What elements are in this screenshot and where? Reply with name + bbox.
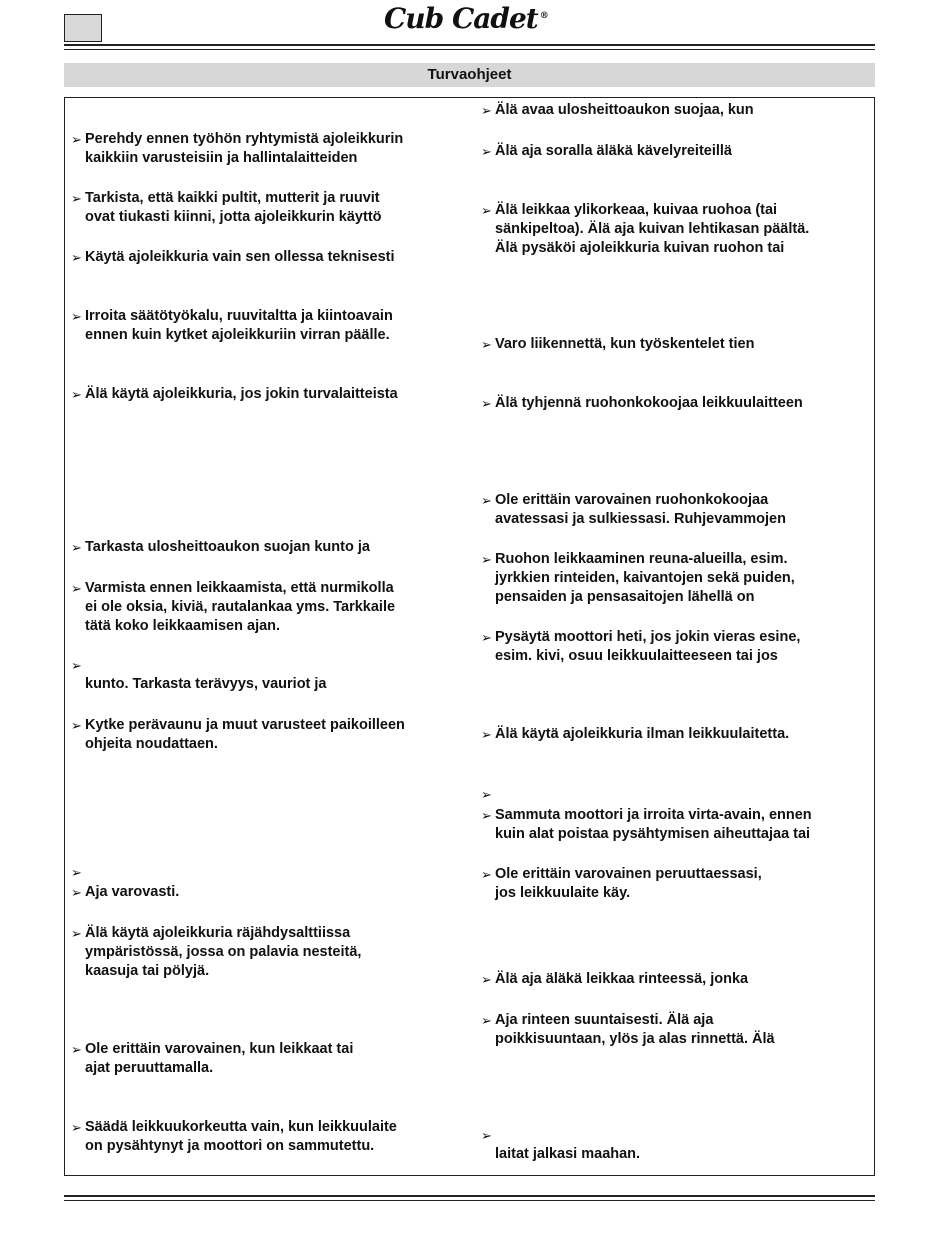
list-item	[71, 307, 393, 345]
list-item-text: Älä avaa ulosheittoaukon suojaa, kun	[495, 102, 754, 118]
bullet-arrow-icon: ➢	[71, 540, 82, 555]
list-item-text: Irroita säätötyökalu, ruuvitaltta ja kiintoavain ennen kuin kytket ajoleikkuriin virran päälle.	[85, 308, 393, 343]
list-item	[481, 394, 803, 413]
bullet-arrow-icon: ➢	[481, 552, 492, 567]
bullet-arrow-icon: ➢	[71, 250, 82, 265]
list-item-text: Älä aja äläkä leikkaa rinteessä, jonka	[495, 971, 749, 987]
list-item-text: Ole erittäin varovainen peruuttaessasi, jos leikkuulaite käy.	[495, 866, 762, 901]
list-item	[71, 656, 327, 694]
list-item	[481, 725, 789, 744]
list-item	[481, 628, 800, 666]
list-item-text: Perehdy ennen työhön ryhtymistä ajoleikkurin kaikkiin varusteisiin ja hallintalaitteiden	[85, 131, 404, 166]
list-item-text: Aja varovasti.	[85, 884, 180, 900]
bullet-arrow-icon: ➢	[481, 867, 492, 882]
bullet-arrow-icon: ➢	[71, 581, 82, 596]
list-item	[71, 716, 405, 754]
bullet-arrow-icon: ➢	[71, 718, 82, 733]
bullet-arrow-icon: ➢	[481, 337, 492, 352]
registered-mark: ®	[539, 10, 548, 21]
list-item-text: Älä aja soralla äläkä kävelyreiteillä	[495, 143, 732, 159]
list-item-text: laitat jalkasi maahan.	[495, 1146, 641, 1162]
list-item	[481, 142, 732, 161]
list-item	[71, 538, 370, 557]
brand-logo-text: Cub Cadet	[384, 2, 538, 35]
bullet-arrow-icon: ➢	[481, 396, 492, 411]
list-item	[71, 189, 382, 227]
list-item	[481, 1126, 640, 1164]
list-item	[71, 385, 398, 404]
list-item-text: Ruohon leikkaaminen reuna-alueilla, esim. jyrkkien rinteiden, kaivantojen sekä puiden, pensaiden ja pensasaitojen lähellä on	[495, 551, 795, 605]
list-item	[481, 491, 786, 529]
bullet-arrow-icon: ➢	[481, 630, 492, 645]
list-item	[481, 550, 795, 607]
bullet-arrow-icon: ➢	[71, 132, 82, 147]
bullet-arrow-icon: ➢	[481, 727, 492, 742]
list-item	[481, 865, 762, 903]
list-item	[71, 924, 361, 981]
footer-rule	[64, 1195, 875, 1197]
list-item-text: Varo liikennettä, kun työskentelet tien	[495, 336, 755, 352]
bullet-arrow-icon: ➢	[71, 658, 82, 673]
instructions-box	[64, 97, 875, 1176]
list-item	[481, 201, 809, 258]
bullet-arrow-icon: ➢	[71, 191, 82, 206]
header-rule-thin	[64, 49, 875, 50]
list-item	[71, 130, 403, 168]
list-item-text: Älä käytä ajoleikkuria ilman leikkuulaitetta.	[495, 726, 790, 742]
bullet-arrow-icon: ➢	[481, 1013, 492, 1028]
bullet-arrow-icon: ➢	[481, 1128, 492, 1143]
bullet-arrow-icon: ➢	[71, 1042, 82, 1057]
list-item-text: Sammuta moottori ja irroita virta-avain, ennen kuin alat poistaa pysähtymisen aiheuttajaa tai	[495, 807, 812, 842]
list-item	[481, 970, 748, 989]
list-item	[481, 335, 754, 354]
bullet-arrow-icon: ➢	[71, 387, 82, 402]
list-item-text: Säädä leikkuukorkeutta vain, kun leikkuulaite on pysähtynyt ja moottori on sammutettu.	[85, 1119, 397, 1154]
list-item-text: Tarkasta ulosheittoaukon suojan kunto ja	[85, 539, 370, 555]
footer-rule-thin	[64, 1200, 875, 1201]
bullet-arrow-icon: ➢	[481, 972, 492, 987]
list-item-text: Älä leikkaa ylikorkeaa, kuivaa ruohoa (tai sänkipeltoa). Älä aja kuivan lehtikasan päältä. Älä pysäköi ajoleikkuria kuivan ruohon tai	[495, 202, 810, 256]
list-item	[71, 248, 395, 267]
list-item-text: Pysäytä moottori heti, jos jokin vieras esine, esim. kivi, osuu leikkuulaitteeseen tai jos	[495, 629, 801, 664]
brand-logo	[384, 2, 548, 35]
header-rule	[64, 44, 875, 46]
bullet-arrow-icon: ➢	[71, 885, 82, 900]
bullet-arrow-icon: ➢	[481, 787, 492, 802]
list-item-text: Tarkista, että kaikki pultit, mutterit ja ruuvit ovat tiukasti kiinni, jotta ajoleikkurin käyttö	[85, 190, 382, 225]
list-item-text: Älä käytä ajoleikkuria räjähdysalttiissa ympäristössä, jossa on palavia nesteitä, kaasuja tai pölyjä.	[85, 925, 362, 979]
list-item-text: Käytä ajoleikkuria vain sen ollessa teknisesti	[85, 249, 395, 265]
section-title: Turvaohjeet	[64, 63, 875, 87]
bullet-arrow-icon: ➢	[71, 1120, 82, 1135]
list-item-text: Älä käytä ajoleikkuria, jos jokin turvalaitteista	[85, 386, 398, 402]
list-item	[481, 101, 754, 120]
bullet-arrow-icon: ➢	[481, 808, 492, 823]
bullet-arrow-icon: ➢	[481, 493, 492, 508]
list-item	[71, 1118, 397, 1156]
bullet-arrow-icon: ➢	[481, 103, 492, 118]
list-item-text: Aja rinteen suuntaisesti. Älä aja poikkisuuntaan, ylös ja alas rinnettä. Älä	[495, 1012, 775, 1047]
list-item-text: Ole erittäin varovainen ruohonkokoojaa avatessasi ja sulkiessasi. Ruhjevammojen	[495, 492, 786, 527]
bullet-arrow-icon: ➢	[481, 144, 492, 159]
list-item	[481, 1011, 775, 1049]
list-item	[71, 1040, 353, 1078]
list-item-text: Ole erittäin varovainen, kun leikkaat tai ajat peruuttamalla.	[85, 1041, 354, 1076]
list-item-text: Kytke perävaunu ja muut varusteet paikoilleen ohjeita noudattaen.	[85, 717, 405, 752]
list-item	[71, 883, 179, 902]
bullet-arrow-icon: ➢	[71, 865, 82, 880]
list-item-text: kunto. Tarkasta terävyys, vauriot ja	[85, 676, 327, 692]
bullet-arrow-icon: ➢	[481, 203, 492, 218]
list-item	[481, 806, 812, 844]
list-item-text: Varmista ennen leikkaamista, että nurmikolla ei ole oksia, kiviä, rautalankaa yms. Tarkkaile tätä koko leikkaamisen ajan.	[85, 580, 396, 634]
list-item-text: Älä tyhjennä ruohonkokoojaa leikkuulaitteen	[495, 395, 803, 411]
list-item	[71, 579, 395, 636]
page-number-box	[64, 14, 102, 42]
bullet-arrow-icon: ➢	[71, 926, 82, 941]
bullet-arrow-icon: ➢	[71, 309, 82, 324]
